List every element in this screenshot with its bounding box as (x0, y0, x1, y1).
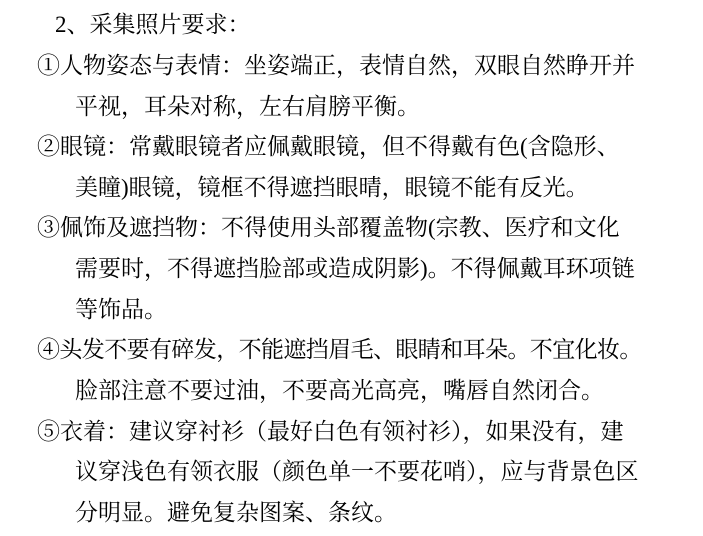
item-2-glasses-line-1: ②眼镜：常戴眼镜者应佩戴眼镜，但不得戴有色(含隐形、 (37, 134, 620, 159)
item-3-accessories-line-3: 等饰品。 (75, 297, 167, 322)
item-2-glasses-line-2: 美瞳)眼镜，镜框不得遮挡眼晴，眼镜不能有反光。 (75, 175, 589, 200)
item-3-accessories-line-1: ③佩饰及遮挡物：不得使用头部覆盖物(宗教、医疗和文化 (37, 215, 620, 240)
item-5-clothing-line-2: 议穿浅色有领衣服（颜色单一不要花哨），应与背景色区 (75, 459, 639, 484)
item-5-clothing-line-1: ⑤衣着：建议穿衬衫（最好白色有领衬衫），如果没有，建 (37, 419, 624, 444)
item-4-hair-line-2: 脸部注意不要过油，不要高光高亮，嘴唇自然闭合。 (75, 378, 604, 403)
section-heading: 2、采集照片要求： (55, 12, 251, 37)
item-3-accessories-line-2: 需要时，不得遮挡脸部或造成阴影)。不得佩戴耳环项链 (75, 256, 635, 281)
item-4-hair-line-1: ④头发不要有碎发，不能遮挡眉毛、眼睛和耳朵。不宜化妆。 (37, 337, 642, 362)
item-1-posture-line-1: ①人物姿态与表情：坐姿端正，表情自然，双眼自然睁开并 (37, 53, 635, 78)
item-5-clothing-line-3: 分明显。避免复杂图案、条纹。 (75, 500, 397, 525)
item-1-posture-line-2: 平视，耳朵对称，左右肩膀平衡。 (75, 94, 420, 119)
